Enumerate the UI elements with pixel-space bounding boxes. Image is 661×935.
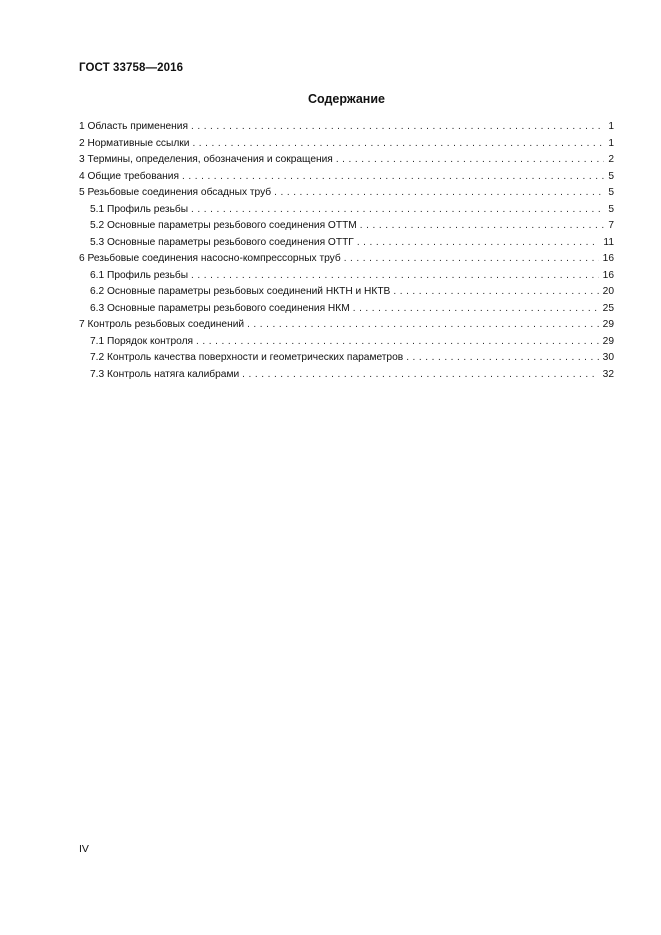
toc-entry-label: 4 Общие требования	[79, 170, 180, 182]
toc-entry-page: 1	[608, 121, 614, 132]
toc-entry-page: 5	[608, 203, 614, 215]
toc-leader-dots	[182, 169, 604, 186]
toc-subentry[interactable]	[79, 334, 614, 351]
toc-leader-dots	[336, 152, 605, 169]
toc-subentry[interactable]	[79, 202, 614, 219]
toc-entry-label: 1 Область применения	[79, 121, 188, 132]
toc-entry-label: 7.2 Контроль качества поверхности и геометрических параметров	[90, 352, 404, 363]
toc-leader-dots	[360, 218, 605, 235]
toc-leader-dots	[247, 317, 599, 334]
toc-entry-page: 2	[608, 154, 614, 165]
toc-entry-page: 16	[602, 269, 614, 281]
toc-entry-label: 6.2 Основные параметры резьбовых соединений НКТН и НКТВ	[90, 286, 391, 297]
toc-entry-page: 7	[608, 220, 614, 231]
toc-leader-dots	[196, 334, 599, 351]
toc-entry[interactable]	[79, 136, 614, 153]
toc-entry-page: 5	[608, 170, 614, 182]
toc-entry-label: 2 Нормативные ссылки	[79, 137, 190, 149]
toc-entry-label: 5 Резьбовые соединения обсадных труб	[79, 187, 272, 198]
toc-entry-label: 7.3 Контроль натяга калибрами	[90, 368, 240, 380]
toc-subentry[interactable]	[79, 235, 614, 252]
toc-leader-dots	[344, 251, 599, 268]
toc-leader-dots	[191, 119, 604, 136]
toc-title: Содержание	[307, 92, 385, 106]
toc-entry-page: 11	[603, 236, 614, 248]
toc-subentry[interactable]	[79, 284, 614, 301]
toc-leader-dots	[353, 301, 599, 318]
toc-entry-label: 5.3 Основные параметры резьбового соединения ОТТГ	[90, 236, 354, 248]
toc-leader-dots	[191, 268, 599, 285]
toc-entry-page: 30	[602, 352, 614, 363]
toc-entry-page: 29	[602, 319, 614, 330]
toc-leader-dots	[242, 367, 599, 384]
toc-leader-dots	[406, 350, 598, 367]
toc-entry[interactable]	[79, 152, 614, 169]
toc-entry-label: 5.1 Профиль резьбы	[90, 203, 189, 215]
toc-entry[interactable]	[79, 251, 614, 268]
toc-entry-label: 5.2 Основные параметры резьбового соединения ОТТМ	[90, 220, 357, 231]
toc-leader-dots	[274, 185, 604, 202]
toc-subentry[interactable]	[79, 350, 614, 367]
toc-entry-page: 32	[602, 368, 614, 380]
toc-entry-page: 1	[608, 137, 614, 149]
toc-leader-dots	[393, 284, 598, 301]
toc-entry-page: 20	[602, 286, 614, 297]
toc-leader-dots	[191, 202, 604, 219]
toc-entry-label: 6 Резьбовые соединения насосно-компрессорных труб	[79, 253, 341, 264]
toc-entry-label: 6.3 Основные параметры резьбового соединения НКМ	[90, 302, 350, 314]
toc-entry-label: 7.1 Порядок контроля	[90, 335, 194, 347]
toc-subentry[interactable]	[79, 367, 614, 384]
toc-entry-page: 5	[608, 187, 614, 198]
document-code: ГОСТ 33758—2016	[79, 62, 184, 74]
toc-entry-label: 6.1 Профиль резьбы	[90, 269, 189, 281]
toc-subentry[interactable]	[79, 301, 614, 318]
toc-entry[interactable]	[79, 317, 614, 334]
toc-entry[interactable]	[79, 185, 614, 202]
toc-entry-page: 25	[602, 302, 614, 314]
toc-entry[interactable]	[79, 119, 614, 136]
toc-entry[interactable]	[79, 169, 614, 186]
toc-entry-page: 29	[602, 335, 614, 347]
toc-entry-label: 7 Контроль резьбовых соединений	[79, 319, 245, 330]
toc-subentry[interactable]	[79, 268, 614, 285]
toc-leader-dots	[357, 235, 600, 252]
page-number: IV	[79, 843, 89, 855]
table-of-contents	[79, 119, 614, 383]
toc-entry-label: 3 Термины, определения, обозначения и сокращения	[79, 154, 333, 165]
toc-subentry[interactable]	[79, 218, 614, 235]
toc-entry-page: 16	[602, 253, 614, 264]
toc-leader-dots	[192, 136, 604, 153]
